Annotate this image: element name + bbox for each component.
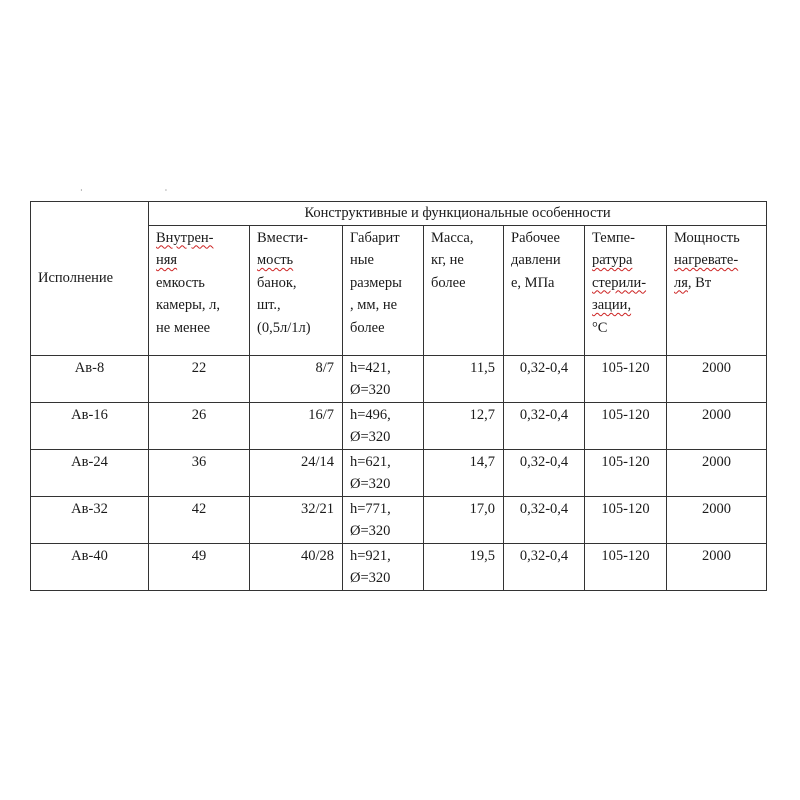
header-line-text: камеры, л,: [156, 297, 220, 313]
cell-variant: Ав-32: [31, 496, 149, 543]
header-line: [431, 249, 496, 272]
cell-dimensions: h=496, Ø=320: [343, 402, 424, 449]
cell-temperature: 105-120: [585, 543, 667, 590]
cell-dimensions: h=921, Ø=320: [343, 543, 424, 590]
header-line-text: °С: [592, 319, 608, 336]
cell-dimensions: h=771, Ø=320: [343, 496, 424, 543]
header-line-text: зации,: [592, 297, 632, 313]
header-group-title: Конструктивные и функциональные особенности: [149, 202, 767, 226]
header-line: [156, 294, 242, 317]
header-variant: Исполнение: [31, 202, 149, 356]
header-line-text: нагревате-: [674, 252, 739, 268]
cell-jars: 32/21: [250, 496, 343, 543]
header-line: [350, 249, 416, 272]
header-line-text: ля: [674, 274, 688, 291]
cell-jars: 16/7: [250, 402, 343, 449]
header-mass: [424, 225, 504, 355]
header-line: [592, 249, 659, 272]
cell-dimensions: h=421, Ø=320: [343, 355, 424, 402]
cell-power: 2000: [667, 543, 767, 590]
header-line-text: ные: [350, 252, 374, 268]
cell-mass: 17,0: [424, 496, 504, 543]
header-pressure: [504, 225, 585, 355]
cell-pressure: 0,32-0,4: [504, 543, 585, 590]
cell-jars: 8/7: [250, 355, 343, 402]
header-line: [156, 317, 242, 340]
header-dimensions: [343, 225, 424, 355]
header-line: [350, 317, 416, 340]
header-line-text: размеры: [350, 274, 402, 291]
header-line-text: не менее: [156, 319, 211, 336]
header-line: [156, 227, 242, 250]
cell-mass: 11,5: [424, 355, 504, 402]
cell-pressure: 0,32-0,4: [504, 402, 585, 449]
cell-power: 2000: [667, 496, 767, 543]
cell-mass: 14,7: [424, 449, 504, 496]
cell-variant: Ав-16: [31, 402, 149, 449]
cell-capacity: 26: [149, 402, 250, 449]
header-line-text: банок,: [257, 274, 297, 291]
header-line: [350, 272, 416, 295]
cell-temperature: 105-120: [585, 449, 667, 496]
cell-power: 2000: [667, 449, 767, 496]
header-line: [592, 317, 659, 340]
header-line: [674, 272, 759, 295]
table-row: [31, 355, 767, 402]
table-body: [31, 355, 767, 590]
cell-temperature: 105-120: [585, 355, 667, 402]
header-line-text: ратура: [592, 252, 633, 268]
header-line-text: более: [431, 274, 466, 291]
header-row-group: [31, 202, 767, 226]
header-line-text: мость: [257, 252, 294, 268]
header-line: [431, 227, 496, 250]
header-line-text: стерили-: [592, 274, 647, 291]
cell-mass: 12,7: [424, 402, 504, 449]
header-line: [257, 249, 335, 272]
header-line-text: Габарит: [350, 229, 400, 246]
header-line: [350, 227, 416, 250]
header-temperature: [585, 225, 667, 355]
header-line: [674, 249, 759, 272]
header-line-suffix: , Вт: [687, 274, 712, 291]
header-line: [257, 317, 335, 340]
header-line: [511, 249, 577, 272]
header-line: [350, 294, 416, 317]
header-line: [257, 294, 335, 317]
table-row: [31, 496, 767, 543]
header-line-text: емкость: [156, 274, 205, 291]
header-line-text: кг, не: [431, 252, 464, 268]
cell-dimensions: h=621, Ø=320: [343, 449, 424, 496]
header-line-text: (0,5л/1л): [257, 319, 311, 336]
table-row: [31, 449, 767, 496]
cell-pressure: 0,32-0,4: [504, 496, 585, 543]
cell-jars: 40/28: [250, 543, 343, 590]
header-line-text: Внутрен-: [156, 229, 214, 246]
cell-power: 2000: [667, 355, 767, 402]
cell-jars: 24/14: [250, 449, 343, 496]
header-line-text: Мощность: [674, 229, 740, 246]
cell-temperature: 105-120: [585, 496, 667, 543]
header-capacity: [149, 225, 250, 355]
cell-capacity: 22: [149, 355, 250, 402]
header-line-text: е, МПа: [511, 274, 555, 291]
header-line: [156, 249, 242, 272]
cell-capacity: 42: [149, 496, 250, 543]
cell-temperature: 105-120: [585, 402, 667, 449]
table-header: [31, 202, 767, 356]
header-line-text: Рабочее: [511, 229, 560, 246]
header-line: [674, 227, 759, 250]
cell-pressure: 0,32-0,4: [504, 449, 585, 496]
cell-variant: Ав-40: [31, 543, 149, 590]
header-line-text: более: [350, 319, 385, 336]
cell-variant: Ав-8: [31, 355, 149, 402]
spec-table: [30, 201, 767, 591]
header-line-text: шт.,: [257, 297, 281, 313]
header-line: [511, 227, 577, 250]
header-line-text: давлени: [511, 252, 561, 268]
header-line-text: няя: [156, 252, 178, 268]
header-jars: [250, 225, 343, 355]
table-row: [31, 402, 767, 449]
header-line: [257, 227, 335, 250]
document-mark: · ·: [80, 186, 208, 195]
header-line-text: Вмести-: [257, 229, 309, 246]
header-line-text: Масса,: [431, 229, 474, 246]
cell-power: 2000: [667, 402, 767, 449]
header-line-text: Темпе-: [592, 229, 635, 246]
header-line-text: , мм, не: [350, 297, 398, 313]
header-line: [592, 227, 659, 250]
cell-pressure: 0,32-0,4: [504, 355, 585, 402]
header-line: [511, 272, 577, 295]
cell-capacity: 36: [149, 449, 250, 496]
header-power: [667, 225, 767, 355]
header-line: [431, 272, 496, 295]
cell-mass: 19,5: [424, 543, 504, 590]
table-row: [31, 543, 767, 590]
header-line: [592, 272, 659, 295]
cell-variant: Ав-24: [31, 449, 149, 496]
cell-capacity: 49: [149, 543, 250, 590]
header-line: [156, 272, 242, 295]
header-line: [592, 294, 659, 317]
header-line: [257, 272, 335, 295]
